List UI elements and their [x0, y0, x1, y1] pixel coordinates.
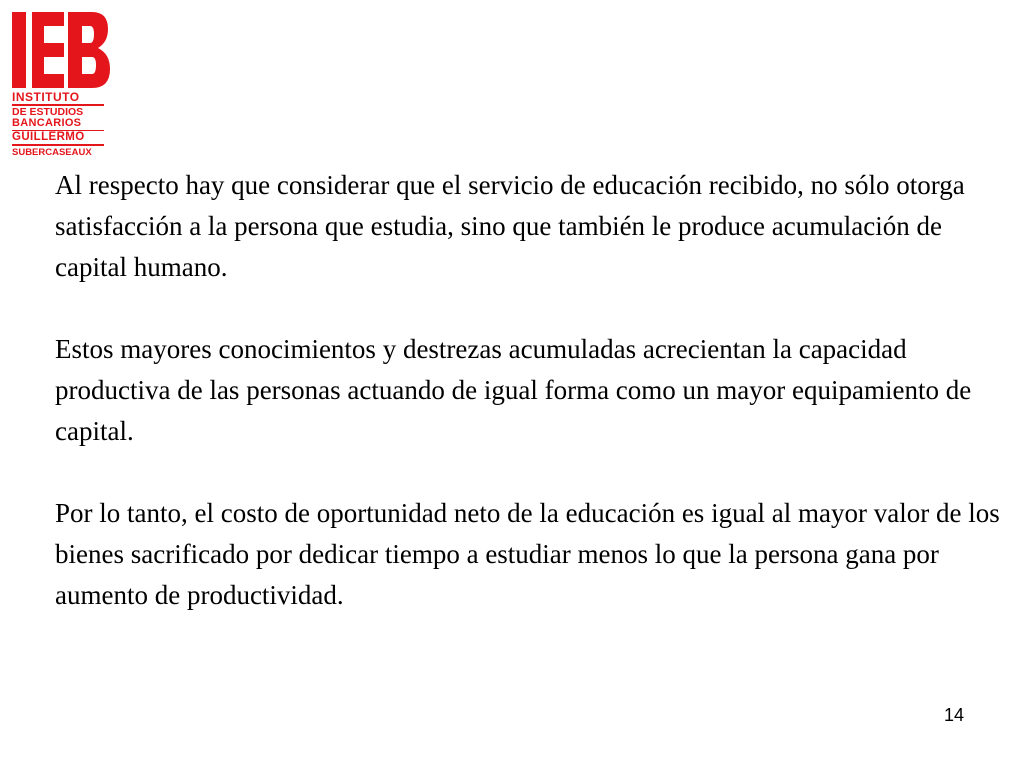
- logo-line-2: DE ESTUDIOS: [12, 105, 84, 118]
- logo-line-1: INSTITUTO: [12, 90, 80, 104]
- logo-line-3: BANCARIOS: [12, 116, 82, 129]
- logo-line-4: GUILLERMO: [12, 131, 85, 143]
- logo-line-5: SUBERCASEAUX: [12, 146, 92, 158]
- logo-wordmark: [12, 92, 112, 158]
- logo-divider: [12, 144, 104, 146]
- institute-logo: [12, 12, 112, 158]
- slide-body: [55, 165, 1005, 657]
- ieb-logo-mark: [12, 12, 110, 88]
- paragraph-2: Estos mayores conocimientos y destrezas acumuladas acrecientan la capacidad productiva de las personas actuando de igual forma como un mayor equipamiento de capital.: [55, 334, 972, 446]
- page-number: 14: [943, 705, 964, 725]
- paragraph-3: Por lo tanto, el costo de oportunidad neto de la educación es igual al mayor valor de los bienes sacrificado por dedicar tiempo a estudiar menos lo que la persona gana por aumento de productividad.: [55, 498, 1000, 610]
- paragraph-1: Al respecto hay que considerar que el servicio de educación recibido, no sólo otorga satisfacción a la persona que estudia, sino que también le produce acumulación de capital humano.: [55, 170, 965, 282]
